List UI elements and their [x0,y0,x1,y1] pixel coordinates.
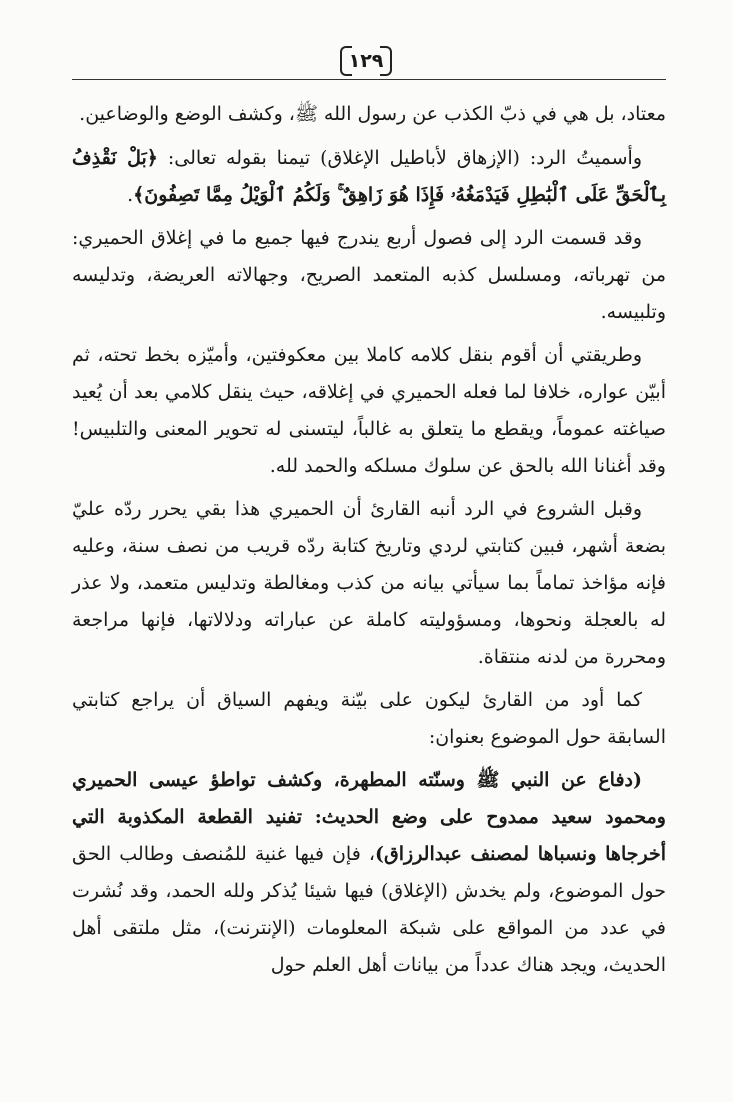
paragraph-5-text: وقبل الشروع في الرد أنبه القارئ أن الحميري هذا بقي يحرر ردّه عليّ بضعة أشهر، فبين كتابتي لردي وتاريخ كتابة ردّه قريب من نصف سنة، وعليه فإنه مؤاخذ تماماً بما سيأتي بيانه من كذب ومغالطة وتدليس متعمد، ولا عذر له بالعجلة ونحوها، ومسؤوليته كاملة عن عباراته ودلالاتها، فإنها مراجعة ومحررة من لدنه منتقاة. [72,498,666,668]
book-title: (دفاع عن النبي ﷺ وسنّته المطهرة، وكشف تواطؤ عيسى الحميري ومحمود سعيد ممدوح على وضع الحديث: تفنيد القطعة المكذوبة التي أخرجاها ونسباها لمصنف عبدالرزاق) [72,769,666,865]
paragraph-6-text: كما أود من القارئ ليكون على بيّنة ويفهم السياق أن يراجع كتابتي السابقة حول الموضوع بعنوان: [72,689,666,748]
paragraph-3 [72,220,666,331]
page-body [72,96,666,990]
paragraph-1 [72,96,666,133]
paragraph-1-text: معتاد، بل هي في ذبّ الكذب عن رسول الله ﷺ، وكشف الوضع والوضاعين. [79,103,666,125]
paragraph-7-text: ، فإن فيها غنية للمُنصف وطالب الحق حول الموضوع، ولم يخدش (الإغلاق) فيها شيئا يُذكر ولله الحمد، وقد نُشرت في عدد من المواقع على شبكة المعلومات (الإنترنت)، مثل ملتقى أهل الحديث، ويجد هناك عدداً من بيانات أهل العلم حول [72,843,666,976]
paragraph-6 [72,682,666,756]
paragraph-4-text: وطريقتي أن أقوم بنقل كلامه كاملا بين معكوفتين، وأميّزه بخط تحته، ثم أبيّن عواره، خلافا لما فعله الحميري في إغلاقه، حيث ينقل كلامي بعد أن يُعيد صياغته عموماً، ويقطع ما يتعلق به غالباً، ليتسنى له تحوير المعنى والتلبيس! وقد أغنانا الله بالحق عن سلوك مسلكه والحمد لله. [72,344,666,477]
paragraph-5 [72,491,666,676]
quran-verse: ﴿بَلْ نَقْذِفُ بِٱلْحَقِّ عَلَى ٱلْبَٰطِلِ فَيَدْمَغُهُۥ فَإِذَا هُوَ زَاهِقٌ ۚ وَلَكُمُ ٱلْوَيْلُ مِمَّا تَصِفُونَ﴾ [72,147,666,206]
paragraph-3-text: وقد قسمت الرد إلى فصول أربع يندرج فيها جميع ما في إغلاق الحميري: من تهرباته، ومسلسل كذبه المتعمد الصريح، وجهالاته العريضة، وتدليسه وتلبيسه. [72,227,666,323]
frame-bracket-left [340,46,352,76]
header-rule [72,79,666,80]
page-number-frame [340,46,392,76]
frame-bracket-right [380,46,392,76]
paragraph-4 [72,337,666,485]
paragraph-2 [72,140,666,214]
page-number: ١٢٩ [348,49,384,72]
paragraph-7 [72,762,666,984]
paragraph-2-end: . [127,184,134,206]
paragraph-2-text: وأسميتُ الرد: (الإزهاق لأباطيل الإغلاق) تيمنا بقوله تعالى: [157,147,643,169]
